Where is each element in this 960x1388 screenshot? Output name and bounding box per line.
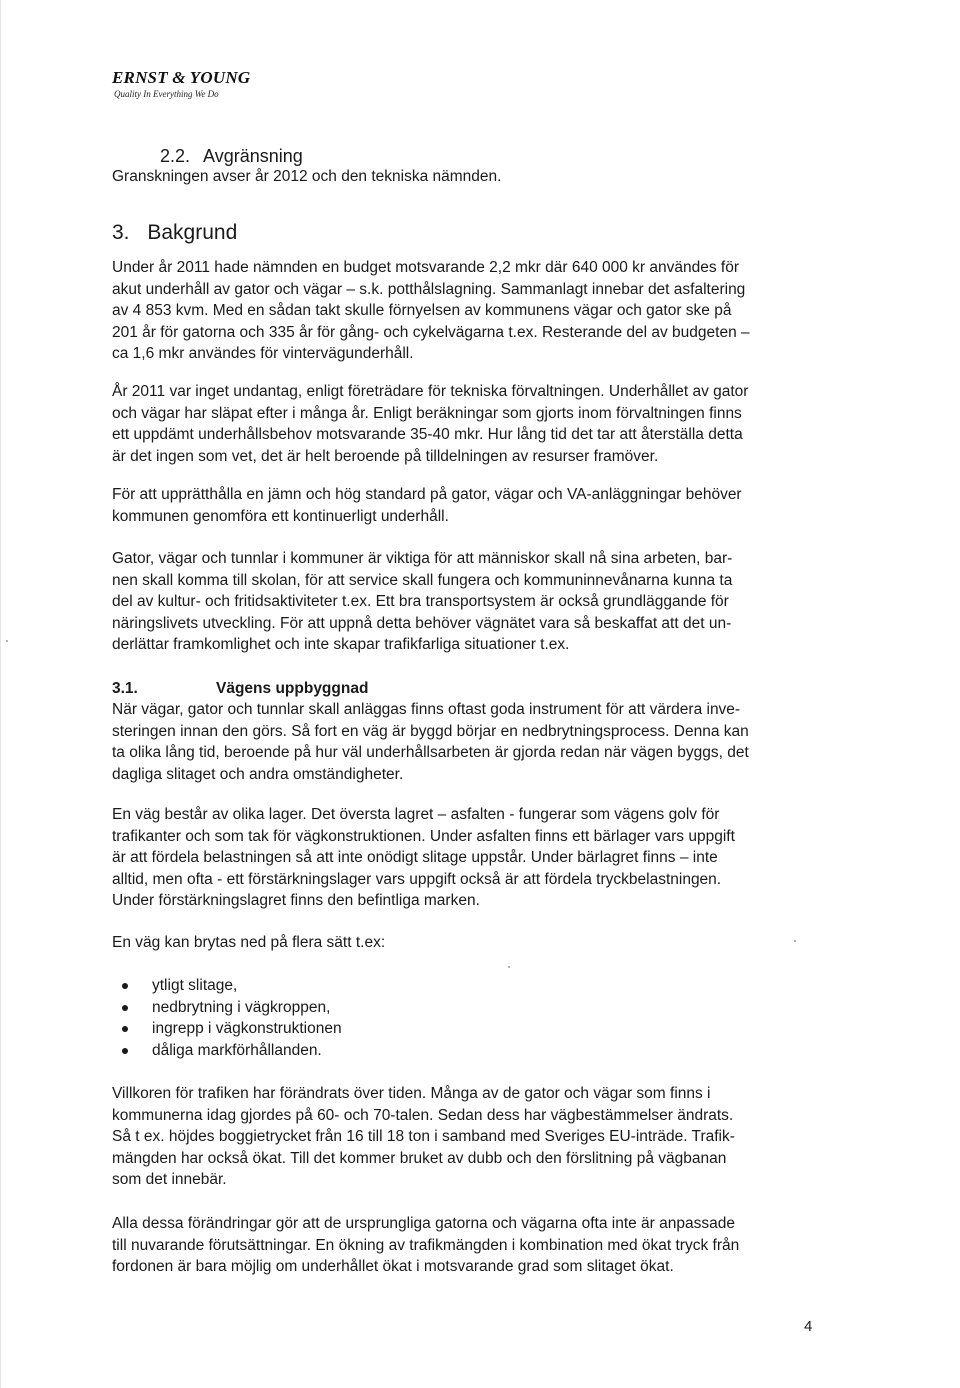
road-paragraph-4	[112, 1083, 872, 1191]
road-paragraph-1	[112, 699, 872, 785]
text-line: fordonen är bara möjlig om underhållet ökat i motsvarande grad som slitaget ökat.	[112, 1258, 674, 1275]
list-item: dåliga markförhållanden.	[112, 1040, 342, 1062]
text-line: näringslivets utveckling. För att uppnå detta behöver vägnätet vara så beskaffat att det un-	[112, 614, 732, 632]
text-line: ett uppdämt underhållsbehov motsvarande 35-40 mkr. Hur lång tid det tar att återställa detta	[112, 426, 743, 443]
road-paragraph-3: En väg kan brytas ned på flera sätt t.ex:	[112, 934, 386, 951]
list-item: ytligt slitage,	[112, 975, 342, 997]
text-line: dagliga slitaget och andra omständigheter.	[112, 765, 404, 783]
text-line: steringen innan den görs. Så fort en väg är byggd börjar en nedbrytningsprocess. Denna kan	[112, 722, 749, 740]
text-line: del av kultur- och fritidsaktiviteter t.ex. Ett bra transportsystem är också grundläggande för	[112, 593, 729, 610]
text-line: akut underhåll av gator och vägar – s.k. potthålslagning. Sammanlagt innebar det asfaltering	[112, 280, 746, 298]
list-item: nedbrytning i vägkroppen,	[112, 997, 342, 1019]
page-number: 4	[804, 1318, 813, 1335]
text-line: Under förstärkningslagret finns den befintliga marken.	[112, 892, 480, 909]
road-paragraph-5	[112, 1213, 872, 1278]
text-line: Alla dessa förändringar gör att de ursprungliga gatorna och vägarna ofta inte är anpassade	[112, 1215, 735, 1232]
text-line: derlättar framkomlighet och inte skapar trafikfarliga situationer t.ex.	[112, 636, 570, 653]
text-line: ca 1,6 mkr användes för vintervägunderhåll.	[112, 345, 414, 362]
scan-speck	[508, 966, 510, 968]
text-line: som det innebär.	[112, 1171, 227, 1188]
heading-3-1	[112, 678, 368, 700]
heading-title: Avgränsning	[203, 146, 303, 166]
text-line: År 2011 var inget undantag, enligt företrädare för tekniska förvaltningen. Underhållet av gator	[112, 383, 749, 400]
company-logo	[112, 68, 250, 99]
list-item: ingrepp i vägkonstruktionen	[112, 1018, 342, 1040]
background-paragraph-1	[112, 257, 872, 365]
scope-paragraph: Granskningen avser år 2012 och den tekniska nämnden.	[112, 168, 502, 185]
heading-title: Bakgrund	[147, 221, 238, 244]
text-line: alltid, men ofta - ett förstärkningslager vars uppgift också är att fördela tryckbelastningen.	[112, 870, 722, 888]
text-line: är det ingen som vet, det är helt beroende på tilldelningen av resurser framöver.	[112, 447, 659, 465]
background-paragraph-3	[112, 484, 872, 527]
text-line: kommunerna idag gjordes på 60- och 70-talen. Sedan dess har vägbestämmelser ändrats.	[112, 1106, 734, 1124]
text-line: till nuvarande förutsättningar. En ökning av trafikmängden i kombination med ökat tryck från	[112, 1236, 740, 1254]
text-line: av 4 853 kvm. Med en sådan takt skulle förnyelsen av kommunens vägar och gator ske på	[112, 302, 732, 319]
heading-3	[112, 220, 237, 246]
text-line: Under år 2011 hade nämnden en budget motsvarande 2,2 mkr där 640 000 kr användes för	[112, 259, 740, 276]
text-line: kommunen genomföra ett kontinuerligt underhåll.	[112, 507, 449, 525]
background-paragraph-4	[112, 548, 872, 656]
heading-number: 2.2.	[160, 146, 191, 166]
text-line: och vägar har släpat efter i många år. Enligt beräkningar som gjorts inom förvaltningen finns	[112, 404, 742, 422]
text-line: nen skall komma till skolan, för att service skall fungera och kommuninnevånarna kunna ta	[112, 571, 733, 589]
text-line: är att fördela belastningen så att inte onödigt slitage uppstår. Under bärlagret finns – inte	[112, 849, 718, 866]
background-paragraph-2	[112, 381, 872, 467]
text-line: Villkoren för trafiken har förändrats över tiden. Många av de gator och vägar som finns i	[112, 1085, 711, 1102]
heading-number: 3.1.	[112, 680, 138, 697]
text-line: trafikanter och som tak för vägkonstruktionen. Under asfalten finns ett bärlager vars uppgift	[112, 827, 735, 845]
road-paragraph-2	[112, 804, 872, 912]
heading-number: 3.	[112, 221, 130, 244]
scan-speck	[794, 940, 796, 942]
logo-brand: ERNST & YOUNG	[112, 68, 251, 87]
text-line: Så t ex. höjdes boggietrycket från 16 till 18 ton i samband med Sveriges EU-inträde. Trafik-	[112, 1128, 735, 1145]
text-line: För att upprätthålla en jämn och hög standard på gator, vägar och VA-anläggningar behöver	[112, 486, 742, 503]
text-line: mängden har också ökat. Till det kommer bruket av dubb och den förslitning på vägbanan	[112, 1149, 727, 1167]
text-line: När vägar, gator och tunnlar skall anläggas finns oftast goda instrument för att värdera inve-	[112, 701, 741, 718]
heading-title: Vägens uppbyggnad	[216, 680, 369, 697]
text-line: En väg består av olika lager. Det översta lagret – asfalten - fungerar som vägens golv för	[112, 806, 720, 823]
text-line: 201 år för gatorna och 335 år för gång- och cykelvägarna t.ex. Resterande del av budgeten –	[112, 323, 750, 341]
text-line: Gator, vägar och tunnlar i kommuner är viktiga för att människor skall nå sina arbeten, bar-	[112, 550, 733, 567]
heading-2-2	[160, 145, 303, 167]
deterioration-list	[112, 975, 342, 1061]
scan-edge-line	[0, 0, 1, 1388]
scan-speck	[6, 640, 8, 642]
text-line: ta olika lång tid, beroende på hur väl underhållsarbeten är gjorda redan när vägen byggs, det	[112, 744, 749, 761]
logo-tagline: Quality In Everything We Do	[114, 89, 219, 99]
